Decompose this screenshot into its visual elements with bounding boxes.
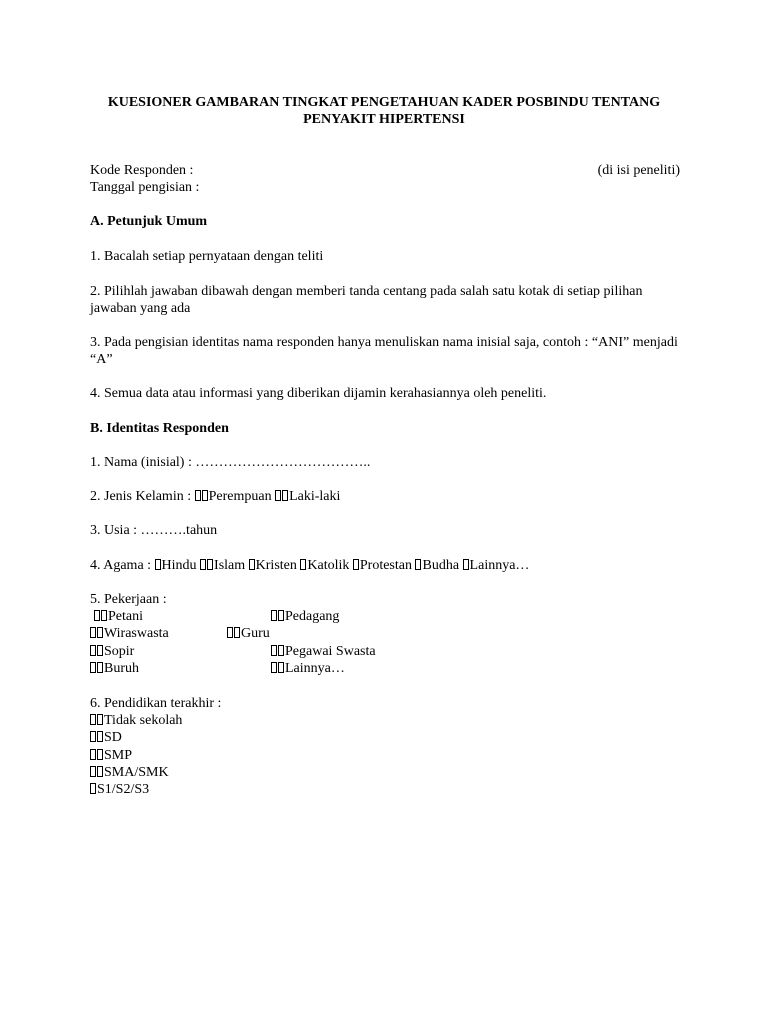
checkbox-icon[interactable] — [90, 627, 96, 638]
checkbox-icon[interactable] — [275, 490, 281, 501]
instruction-4: 4. Semua data atau informasi yang diberikan dijamin kerahasiannya oleh peneliti. — [90, 386, 547, 401]
checkbox-icon[interactable] — [282, 490, 288, 501]
checkbox-icon[interactable] — [97, 766, 103, 777]
option-lainnya-agama[interactable]: Lainnya… — [463, 558, 530, 573]
option-sma-smk[interactable]: SMA/SMK — [90, 764, 680, 781]
option-perempuan[interactable]: Perempuan — [195, 489, 272, 504]
option-islam[interactable]: Islam — [200, 558, 245, 573]
checkbox-icon[interactable] — [97, 749, 103, 760]
checkbox-icon[interactable] — [101, 610, 107, 621]
checkbox-icon[interactable] — [200, 559, 206, 570]
option-pegawai-swasta[interactable]: Pegawai Swasta — [271, 643, 376, 660]
pendidikan-label: 6. Pendidikan terakhir : — [90, 696, 222, 711]
option-guru[interactable]: Guru — [227, 625, 270, 642]
option-lainnya-pekerjaan[interactable]: Lainnya… — [271, 660, 345, 677]
checkbox-icon[interactable] — [90, 749, 96, 760]
checkbox-icon[interactable] — [353, 559, 359, 570]
option-smp[interactable]: SMP — [90, 747, 680, 764]
option-pedagang[interactable]: Pedagang — [271, 608, 339, 625]
option-kristen[interactable]: Kristen — [249, 558, 297, 573]
document-title — [80, 94, 688, 128]
checkbox-icon[interactable] — [97, 627, 103, 638]
option-budha[interactable]: Budha — [415, 558, 459, 573]
checkbox-icon[interactable] — [202, 490, 208, 501]
option-hindu[interactable]: Hindu — [155, 558, 197, 573]
checkbox-icon[interactable] — [195, 490, 201, 501]
usia-field[interactable]: 3. Usia : ……….tahun — [90, 523, 218, 538]
option-wiraswasta[interactable]: Wiraswasta — [90, 625, 169, 642]
checkbox-icon[interactable] — [271, 645, 277, 656]
checkbox-icon[interactable] — [97, 645, 103, 656]
option-sopir[interactable]: Sopir — [90, 643, 134, 660]
agama-row — [90, 557, 680, 574]
title-line-2: PENYAKIT HIPERTENSI — [303, 112, 465, 127]
option-sd[interactable]: SD — [90, 729, 680, 746]
jenis-kelamin-label: 2. Jenis Kelamin : — [90, 489, 192, 504]
checkbox-icon[interactable] — [463, 559, 469, 570]
section-b-heading: B. Identitas Responden — [90, 421, 229, 436]
kode-responden-note: (di isi peneliti) — [597, 163, 680, 178]
checkbox-icon[interactable] — [90, 731, 96, 742]
checkbox-icon[interactable] — [415, 559, 421, 570]
option-petani[interactable]: Petani — [94, 608, 143, 625]
tanggal-pengisian-label: Tanggal pengisian : — [90, 180, 200, 195]
checkbox-icon[interactable] — [90, 662, 96, 673]
checkbox-icon[interactable] — [278, 610, 284, 621]
checkbox-icon[interactable] — [300, 559, 306, 570]
checkbox-icon[interactable] — [271, 610, 277, 621]
option-s1-s2-s3[interactable]: S1/S2/S3 — [90, 781, 680, 798]
checkbox-icon[interactable] — [271, 662, 277, 673]
checkbox-icon[interactable] — [90, 766, 96, 777]
jenis-kelamin-row — [90, 488, 680, 505]
checkbox-icon[interactable] — [207, 559, 213, 570]
checkbox-icon[interactable] — [97, 731, 103, 742]
option-buruh[interactable]: Buruh — [90, 660, 139, 677]
kode-responden-label: Kode Responden : — [90, 163, 194, 178]
option-laki-laki[interactable]: Laki-laki — [275, 489, 340, 504]
agama-label: 4. Agama : — [90, 558, 152, 573]
checkbox-icon[interactable] — [90, 645, 96, 656]
instruction-2: 2. Pilihlah jawaban dibawah dengan memberi tanda centang pada salah satu kotak di setiap pilihan jawaban yang ada — [90, 284, 643, 316]
kode-responden-row — [90, 162, 680, 179]
pekerjaan-options — [90, 608, 680, 678]
instruction-1: 1. Bacalah setiap pernyataan dengan teliti — [90, 249, 324, 264]
checkbox-icon[interactable] — [97, 662, 103, 673]
nama-field[interactable]: 1. Nama (inisial) : ……………………………….. — [90, 455, 371, 470]
checkbox-icon[interactable] — [94, 610, 100, 621]
checkbox-icon[interactable] — [90, 714, 96, 725]
checkbox-icon[interactable] — [155, 559, 161, 570]
checkbox-icon[interactable] — [97, 714, 103, 725]
checkbox-icon[interactable] — [278, 662, 284, 673]
checkbox-icon[interactable] — [278, 645, 284, 656]
option-tidak-sekolah[interactable]: Tidak sekolah — [90, 712, 680, 729]
checkbox-icon[interactable] — [234, 627, 240, 638]
checkbox-icon[interactable] — [249, 559, 255, 570]
option-protestan[interactable]: Protestan — [353, 558, 412, 573]
checkbox-icon[interactable] — [227, 627, 233, 638]
section-a-heading: A. Petunjuk Umum — [90, 214, 208, 229]
instruction-3: 3. Pada pengisian identitas nama responden hanya menuliskan nama inisial saja, contoh : “ANI” menjadi “A” — [90, 335, 678, 367]
option-katolik[interactable]: Katolik — [300, 558, 349, 573]
title-line-1: KUESIONER GAMBARAN TINGKAT PENGETAHUAN KADER POSBINDU TENTANG — [107, 95, 661, 110]
pekerjaan-label: 5. Pekerjaan : — [90, 592, 167, 607]
checkbox-icon[interactable] — [90, 783, 96, 794]
